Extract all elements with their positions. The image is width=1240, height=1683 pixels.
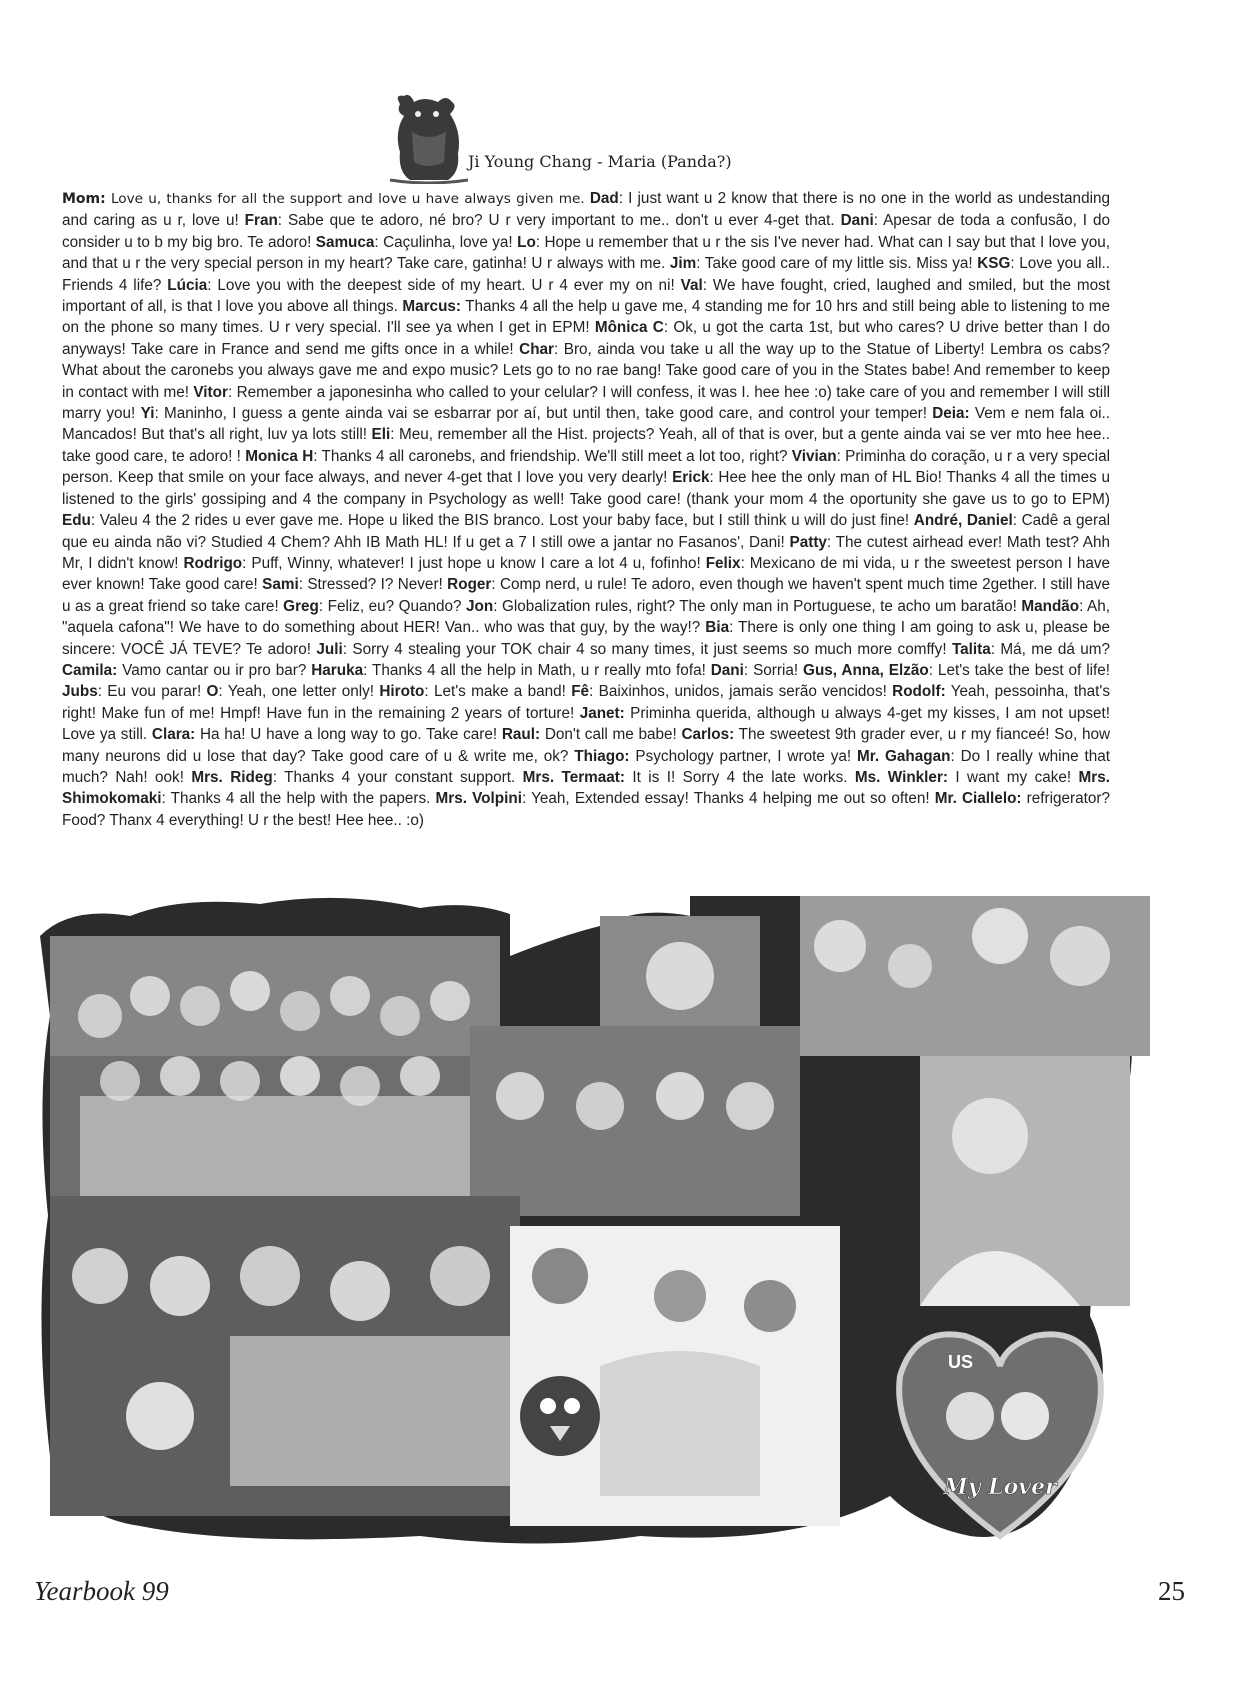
girls-photo-top-right xyxy=(800,896,1150,1056)
message-text: : Puff, Winny, whatever! I just hope u know I care a lot 4 u, fofinho! xyxy=(242,554,706,572)
message-text: : Stressed? I? Never! xyxy=(298,576,448,594)
message-text: : Sabe que te adoro, né bro? U r very important to me.. don't u ever 4-get that. xyxy=(277,212,841,230)
message-author: Gus, Anna, Elzão xyxy=(803,661,929,679)
message-author: Dani xyxy=(710,661,744,679)
message-author: Patty xyxy=(789,533,827,551)
message-author: Vivian xyxy=(791,447,837,465)
message-text: Psychology partner, I wrote ya! xyxy=(629,747,858,765)
message-text: : Thanks 4 all caronebs, and friendship. We'll still meet a lot too, right? xyxy=(313,447,792,465)
message-text: : There is only one thing I am going to ask u, please be sincere: VOCÊ JÁ TEVE? Te adoro! xyxy=(62,619,1110,658)
message-author: Mrs. Volpini xyxy=(435,790,522,808)
yearbook-footer-title: Yearbook 99 xyxy=(34,1576,169,1606)
message-author: André, Daniel xyxy=(913,512,1013,530)
message-author: Mandão xyxy=(1021,597,1080,615)
message-author: Marcus: xyxy=(402,298,462,316)
message-text: Don't call me babe! xyxy=(540,726,682,744)
message-text: : Cadê a geral que eu ainda não vi? Studied 4 Chem? Ahh IB Math HL! If u get a 7 I still owe a jantar no Fasanos', Dani! xyxy=(62,512,1110,551)
message-text: : Love you with the deepest side of my heart. U r 4 ever my on ni! xyxy=(207,276,681,294)
message-text: : Má, me dá um? xyxy=(990,640,1111,658)
message-text: : Sorry 4 stealing your TOK chair 4 so many times, it just seems so much more comffy! xyxy=(342,640,952,658)
message-text: Ha ha! U have a long way to go. Take care! xyxy=(195,726,502,744)
message-text: : Love you all.. Friends 4 life? xyxy=(62,255,1111,294)
message-author: Fê xyxy=(571,683,590,701)
message-text: : Take good care of my little sis. Miss ya! xyxy=(696,255,978,273)
message-text: refrigerator? Food? Thanx 4 everything! U r the best! Hee hee.. :o) xyxy=(62,790,1110,829)
message-author: O xyxy=(206,683,219,701)
message-text: : Bro, ainda vou take u all the way up to the Statue of Liberty! Lembra os cabs? What about the caronebs you always gave me and expo music? Lets go to no rae bang! Take good care of you in the States babe! And remember to keep in contact with me! xyxy=(62,340,1110,401)
message-author: Jim xyxy=(669,255,697,273)
message-text: : Thanks 4 your constant support. xyxy=(272,768,523,786)
message-text: : We have fought, cried, laughed and smiled, but the most important of all, is that I love you above all things. xyxy=(62,276,1111,316)
message-text: : Ok, u got the carta 1st, but who cares? U drive better than I do anyways! Take care in France and send me gifts once in a while! xyxy=(62,319,1110,358)
message-text: Vamo cantar ou ir pro bar? xyxy=(117,661,312,679)
message-author: Bia xyxy=(705,619,730,637)
message-author: Lo xyxy=(517,233,536,251)
message-text: : Meu, remember all the Hist. projects? Yeah, all of that is over, but a gente ainda vai se ver mto hee hee.. take good care, te adoro! ! xyxy=(62,426,1110,465)
man-photo-right xyxy=(920,1056,1130,1306)
message-text: It is I! Sorry 4 the late works. xyxy=(625,768,855,786)
message-text: : Remember a japonesinha who called to your celular? I will confess, it was I. hee hee :o) take care of you and remember I will still marry you! xyxy=(62,383,1110,423)
group-photo-left xyxy=(50,936,500,1196)
message-author: Jon xyxy=(466,597,494,615)
message-author: Edu xyxy=(62,512,91,530)
message-author: Samuca xyxy=(315,233,375,251)
message-author: Roger xyxy=(447,576,492,594)
message-text: : Apesar de toda a confusão, I do consider u to b my big bro. Te adoro! xyxy=(62,212,1110,251)
message-author: Rodolf: xyxy=(892,683,946,701)
message-text: : Thanks 4 all the help with the papers. xyxy=(161,790,436,808)
message-author: Deia: xyxy=(932,405,970,423)
photo-collage xyxy=(40,896,1150,1551)
message-author: Val xyxy=(680,276,703,294)
message-author: Jubs xyxy=(62,683,98,701)
message-text: : The cutest airhead ever! Math test? Ahh Mr, I didn't know! xyxy=(62,533,1110,572)
message-text: : Let's take the best of life! xyxy=(928,661,1110,679)
message-text: : Caçulinha, love ya! xyxy=(374,233,518,251)
message-text: Yeah, pessoinha, that's right! Make fun of me! Hmpf! Have fun in the remaining 2 years of torture! xyxy=(62,683,1110,722)
message-author: Mom: xyxy=(62,191,106,207)
cartoon-bird-sticker xyxy=(520,1376,600,1456)
message-author: Greg xyxy=(283,597,319,615)
message-text: : Yeah, Extended essay! Thanks 4 helping me out so often! xyxy=(521,790,935,808)
bear-mascot-icon xyxy=(388,92,470,184)
message-author: Dani xyxy=(840,212,874,230)
message-author: Sami xyxy=(262,576,299,594)
message-author: Monica H xyxy=(245,447,314,465)
message-author: Mônica C xyxy=(594,319,664,337)
message-text: : Thanks 4 all the help in Math, u r really mto fofa! xyxy=(363,661,711,679)
boys-photo-bottom-center xyxy=(510,1226,840,1526)
message-author: Yi xyxy=(140,405,155,423)
message-text: The sweetest 9th grader ever, u r my fianceé! So, how many neurons did u lose that day? Take good care of u & write me, ok? xyxy=(62,726,1111,765)
message-author: Hiroto xyxy=(379,683,425,701)
heart-sticker-caption: My Lover xyxy=(943,1474,1057,1500)
message-text: : Ah, "aquela cafona"! We have to do something about HER! Van.. who was that guy, by the way!? xyxy=(62,597,1110,637)
message-author: Char xyxy=(519,340,555,358)
message-text: : Eu vou parar! xyxy=(97,683,207,701)
message-author: Eli xyxy=(371,426,391,444)
message-author: Carlos: xyxy=(681,726,735,744)
message-author: Janet: xyxy=(579,704,625,722)
message-text: Priminha querida, although u always 4-get my kisses, I am not upset! Love ya still. xyxy=(62,704,1110,744)
message-text: : Feliz, eu? Quando? xyxy=(318,597,467,615)
shirt-lettering: US xyxy=(948,1352,974,1372)
message-text: : Comp nerd, u rule! Te adoro, even though we haven't spent much time 2gether. I still have u as a great friend so take care! xyxy=(62,576,1111,615)
message-author: Rodrigo xyxy=(183,554,243,572)
message-text: : Yeah, one letter only! xyxy=(218,683,380,701)
message-author: KSG xyxy=(977,255,1011,273)
message-text: : Let's make a band! xyxy=(424,683,572,701)
message-author: Camila: xyxy=(62,661,118,679)
message-text: : Baixinhos, unidos, jamais serão vencidos! xyxy=(589,683,893,701)
boys-photo-bottom-left xyxy=(50,1196,520,1516)
group-photo-center xyxy=(470,1026,800,1216)
message-author: Dad xyxy=(589,190,619,207)
signatures-text-block xyxy=(62,188,1110,900)
message-text: Love u, thanks for all the support and love u have always given me. xyxy=(105,191,590,207)
page-number: 25 xyxy=(1158,1576,1185,1606)
message-author: Fran xyxy=(244,212,278,230)
message-text: : Hope u remember that u r the sis I've never had. What can I say but that I love you, and that u r the very special person in my heart? Take care, gatinha! U r always with me. xyxy=(62,233,1110,273)
message-text: : Globalization rules, right? The only man in Portuguese, te acho um baratão! xyxy=(493,597,1022,615)
message-author: Clara: xyxy=(151,726,196,744)
message-author: Mr. Gahagan xyxy=(857,747,951,765)
message-author: Raul: xyxy=(501,726,541,744)
message-author: Lúcia xyxy=(167,276,208,294)
message-text: Thanks 4 all the help u gave me, 4 standing me for 10 hrs and still being able to listening to me on the phone so many times. U r very special. I'll see ya when I get in EPM! xyxy=(62,298,1111,337)
message-author: Haruka xyxy=(311,661,364,679)
message-author: Ms. Winkler: xyxy=(854,768,948,786)
message-text: : Priminha do coração, u r a very special person. Keep that smile on your face always, and never 4-get that I love you very dearly! xyxy=(62,447,1110,487)
message-text: : Do I really whine that much? Nah! ook! xyxy=(62,747,1110,786)
student-name-header: Ji Young Chang - Maria (Panda?) xyxy=(468,152,732,171)
message-text: : Hee hee the only man of HL Bio! Thanks 4 all the times u listened to the girls' gossiping and 4 the company in Psychology as well! Take good care! (thank your mom 4 the oportunity she gave us to go to EPM) xyxy=(62,469,1110,508)
message-text: : Valeu 4 the 2 rides u ever gave me. Hope u liked the BIS branco. Lost your baby face, but I still think u will do just fine! xyxy=(90,512,914,530)
message-author: Erick xyxy=(672,469,710,487)
message-author: Vitor xyxy=(193,383,228,401)
message-author: Felix xyxy=(705,554,741,572)
message-text: I want my cake! xyxy=(948,768,1079,786)
message-author: Talita xyxy=(951,640,991,658)
message-text: : I just want u 2 know that there is no one in the world as undestanding and caring as u r, love u! xyxy=(62,190,1110,230)
message-author: Thiago: xyxy=(574,747,630,765)
message-text: : Maninho, I guess a gente ainda vai se esbarrar por aí, but until then, take good care, and control your temper! xyxy=(154,405,933,423)
message-author: Juli xyxy=(316,640,343,658)
message-text: : Mexicano de mi vida, u r the sweetest person I have ever known! Take good care! xyxy=(62,554,1111,594)
message-author: Mrs. Rideg xyxy=(191,768,273,786)
message-author: Mrs. Termaat: xyxy=(522,768,625,786)
message-author: Mrs. Shimokomaki xyxy=(62,768,1110,808)
message-text: Vem e nem fala oi.. Mancados! But that's all right, luv ya lots still! xyxy=(62,405,1110,444)
message-author: Mr. Ciallelo: xyxy=(934,790,1022,808)
message-text: : Sorria! xyxy=(743,661,804,679)
